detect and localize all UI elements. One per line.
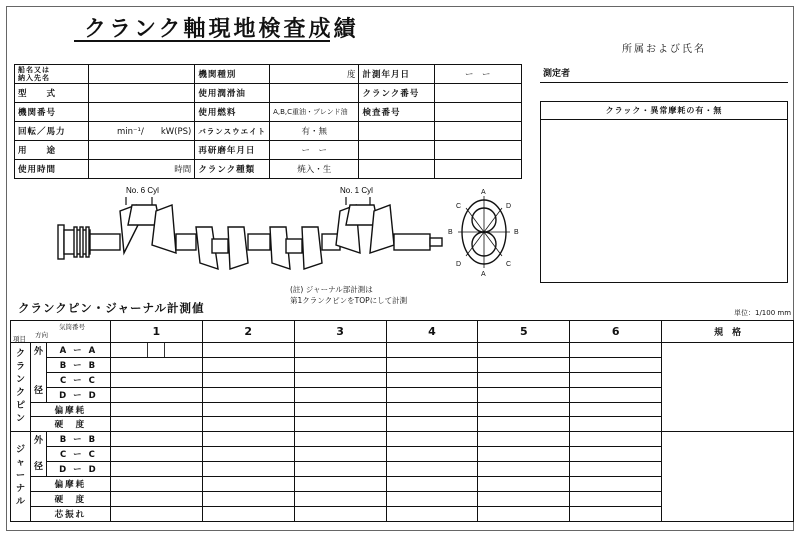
journal-row-d: D ー D — [46, 462, 110, 477]
circle-label-c-top: C — [456, 203, 462, 210]
circle-label-b-left: B — [448, 229, 453, 236]
field-crank-kind[interactable]: 焼入・生 — [270, 160, 359, 179]
value-cell[interactable] — [478, 343, 570, 358]
blank-label-cell — [359, 122, 434, 141]
label-model: 型 式 — [15, 84, 89, 103]
value-cell[interactable] — [202, 506, 294, 521]
cyl-label-right: No. 1 Cyl — [340, 186, 373, 195]
value-cell[interactable] — [570, 402, 662, 417]
journal-row-hardness: 硬 度 — [30, 491, 110, 506]
journal-diam-label: 径 — [33, 461, 43, 472]
value-cell[interactable] — [478, 491, 570, 506]
journal-diameter-cell — [30, 432, 46, 477]
value-cell[interactable] — [570, 477, 662, 492]
field-model[interactable] — [89, 84, 195, 103]
value-cell[interactable] — [202, 447, 294, 462]
value-cell[interactable] — [478, 506, 570, 521]
value-cell[interactable] — [570, 372, 662, 387]
info-table — [14, 64, 522, 179]
value-cell[interactable] — [386, 432, 478, 447]
blank-field-cell[interactable] — [434, 141, 522, 160]
field-engine-type[interactable]: 度 — [270, 65, 359, 84]
value-cell[interactable] — [294, 343, 386, 358]
inspector-signature-line[interactable] — [540, 82, 788, 83]
value-cell[interactable] — [386, 447, 478, 462]
unit-label: 単位：1/100 mm — [734, 309, 792, 317]
value-cell[interactable] — [294, 387, 386, 402]
value-cell[interactable] — [478, 477, 570, 492]
field-inspection-number[interactable] — [434, 103, 522, 122]
field-hours[interactable]: 時間 — [89, 160, 195, 179]
info-row — [15, 160, 522, 179]
value-cell[interactable] — [570, 387, 662, 402]
note-line-2: 第1クランクピンをTOPにして計測 — [290, 296, 408, 305]
blank-field-cell[interactable] — [434, 160, 522, 179]
title-underline — [74, 40, 330, 42]
value-cell[interactable] — [202, 477, 294, 492]
value-cell[interactable] — [478, 447, 570, 462]
value-cell[interactable] — [294, 372, 386, 387]
value-cell[interactable] — [202, 357, 294, 372]
value-cell[interactable] — [110, 462, 202, 477]
group-journal — [11, 432, 31, 521]
value-cell[interactable] — [110, 402, 202, 417]
pin-row-wear: 偏摩耗 — [30, 402, 110, 417]
field-engine-number[interactable] — [89, 103, 195, 122]
value-cell[interactable] — [110, 447, 202, 462]
value-cell[interactable] — [110, 387, 202, 402]
journal-spec-cell[interactable] — [662, 432, 794, 521]
info-row — [15, 141, 522, 160]
journal-section-diagram — [444, 186, 524, 278]
pin-row-hardness: 硬 度 — [30, 417, 110, 432]
value-cell[interactable] — [294, 447, 386, 462]
value-cell[interactable] — [570, 357, 662, 372]
header-cyl-4: 4 — [386, 321, 478, 343]
field-ship-name[interactable] — [89, 65, 195, 84]
journal-row-runout: 芯振れ — [30, 506, 110, 521]
value-cell[interactable] — [294, 357, 386, 372]
value-cell[interactable] — [110, 477, 202, 492]
label-hours: 使用時間 — [15, 160, 89, 179]
label-fuel: 使用燃料 — [195, 103, 270, 122]
value-cell[interactable] — [570, 417, 662, 432]
field-crank-number[interactable] — [434, 84, 522, 103]
journal-row-c: C ー C — [46, 447, 110, 462]
blank-label-cell — [359, 160, 434, 179]
label-lube-oil: 使用潤滑油 — [195, 84, 270, 103]
value-cell[interactable] — [202, 343, 294, 358]
header-cyl-1: 1 — [110, 321, 202, 343]
value-cell[interactable] — [110, 432, 202, 447]
value-cell[interactable] — [110, 417, 202, 432]
value-cell[interactable] — [294, 402, 386, 417]
label-regrind-date: 再研磨年月日 — [195, 141, 270, 160]
label-engine-number: 機関番号 — [15, 103, 89, 122]
measurement-note — [290, 284, 407, 306]
field-regrind-date[interactable]: ー ー — [270, 141, 359, 160]
label-crank-kind: クランク種類 — [195, 160, 270, 179]
circle-label-a-bottom: A — [481, 271, 486, 278]
group-crank-pin-label: ク ラ ン ク ピ ン — [15, 349, 25, 425]
circle-label-d-bottom: D — [456, 261, 462, 268]
value-cell[interactable] — [110, 491, 202, 506]
cyl-label-left: No. 6 Cyl — [126, 186, 159, 195]
pin-row-b: B ー B — [46, 357, 110, 372]
pin-row-c: C ー C — [46, 372, 110, 387]
value-cell[interactable] — [294, 417, 386, 432]
value-cell[interactable] — [570, 343, 662, 358]
journal-row-wear: 偏摩耗 — [30, 477, 110, 492]
pin-row-a: A ー A — [46, 343, 110, 358]
inspector-label: 測定者 — [543, 69, 571, 79]
pin-outer-label: 外 — [33, 347, 43, 358]
crack-box[interactable] — [540, 101, 788, 283]
value-cell[interactable] — [202, 402, 294, 417]
value-cell[interactable] — [110, 357, 202, 372]
pin-diameter-cell — [30, 343, 46, 403]
value-cell[interactable] — [386, 402, 478, 417]
label-crank-number: クランク番号 — [359, 84, 434, 103]
value-cell[interactable] — [386, 491, 478, 506]
value-cell[interactable] — [202, 417, 294, 432]
value-cell[interactable] — [386, 417, 478, 432]
info-row — [15, 122, 522, 141]
header-cyl-5: 5 — [478, 321, 570, 343]
value-cell[interactable] — [386, 477, 478, 492]
pin-spec-cell[interactable] — [662, 343, 794, 432]
header-cyl-6: 6 — [570, 321, 662, 343]
value-cell[interactable] — [570, 447, 662, 462]
field-fuel[interactable]: A,B,C重油・ブレンド油 — [270, 103, 359, 122]
value-cell[interactable] — [570, 462, 662, 477]
value-cell[interactable] — [386, 343, 478, 358]
value-cell[interactable] — [386, 462, 478, 477]
value-cell[interactable] — [294, 491, 386, 506]
header-corner — [11, 321, 111, 343]
value-cell[interactable] — [478, 372, 570, 387]
section-title: クランクピン・ジャーナル計測値 — [18, 301, 205, 315]
value-cell[interactable] — [294, 506, 386, 521]
value-cell[interactable] — [294, 462, 386, 477]
field-usage[interactable] — [89, 141, 195, 160]
blank-field-cell[interactable] — [434, 122, 522, 141]
label-rpm-power: 回転／馬力 — [15, 122, 89, 141]
value-cell[interactable] — [202, 372, 294, 387]
crack-box-title: クラック・異常摩耗の有・無 — [541, 102, 787, 120]
blank-label-cell — [359, 141, 434, 160]
value-cell[interactable] — [386, 387, 478, 402]
value-cell[interactable] — [294, 477, 386, 492]
journal-row-b: B ー B — [46, 432, 110, 447]
info-row — [15, 84, 522, 103]
header-spec: 規 格 — [662, 321, 794, 343]
value-cell[interactable] — [110, 343, 202, 358]
header-cyl-2: 2 — [202, 321, 294, 343]
label-ship-name: 船名又は 納入先名 — [15, 65, 89, 84]
group-crank-pin — [11, 343, 31, 432]
value-cell[interactable] — [570, 506, 662, 521]
table-header-row — [11, 321, 794, 343]
field-measure-date[interactable]: ー ー — [434, 65, 522, 84]
field-lube-oil[interactable] — [270, 84, 359, 103]
table-row — [11, 343, 794, 358]
value-cell[interactable] — [386, 506, 478, 521]
label-usage: 用 途 — [15, 141, 89, 160]
value-cell[interactable] — [202, 462, 294, 477]
page-title: クランク軸現地検査成績 — [84, 17, 359, 42]
value-cell[interactable] — [386, 372, 478, 387]
header-direction: 方向 — [35, 331, 48, 339]
field-rpm-power[interactable]: min⁻¹/ kW(PS) — [89, 122, 195, 141]
value-cell[interactable] — [478, 387, 570, 402]
value-cell[interactable] — [202, 387, 294, 402]
value-cell[interactable] — [478, 432, 570, 447]
value-cell[interactable] — [478, 417, 570, 432]
label-measure-date: 計測年月日 — [359, 65, 434, 84]
label-balance-weight: バランスウエイト — [195, 122, 270, 141]
value-cell[interactable] — [110, 506, 202, 521]
value-cell[interactable] — [110, 372, 202, 387]
info-row — [15, 103, 522, 122]
header-cyl-3: 3 — [294, 321, 386, 343]
table-row — [11, 432, 794, 447]
measurement-table — [10, 320, 794, 522]
affiliation-label: 所属および氏名 — [622, 44, 706, 55]
group-journal-label: ジ ャ ー ナ ル — [15, 445, 25, 508]
value-cell[interactable] — [478, 402, 570, 417]
circle-label-c-bottom: C — [506, 261, 512, 268]
field-balance-weight[interactable]: 有・無 — [270, 122, 359, 141]
info-row — [15, 65, 522, 84]
value-cell[interactable] — [386, 357, 478, 372]
circle-label-b-right: B — [514, 229, 519, 236]
value-cell[interactable] — [202, 432, 294, 447]
value-cell[interactable] — [202, 491, 294, 506]
header-cyl-no: 気筒番号 — [59, 323, 85, 331]
value-cell[interactable] — [570, 432, 662, 447]
journal-outer-label: 外 — [33, 435, 43, 446]
value-cell[interactable] — [478, 357, 570, 372]
header-item: 項目 — [13, 335, 26, 343]
circle-label-d-top: D — [506, 203, 512, 210]
value-cell[interactable] — [294, 432, 386, 447]
value-cell[interactable] — [570, 491, 662, 506]
note-line-1: (註) ジャーナル部計測は — [290, 285, 373, 294]
label-inspection-number: 検査番号 — [359, 103, 434, 122]
label-engine-type: 機関種別 — [195, 65, 270, 84]
pin-diam-label: 径 — [33, 386, 43, 397]
circle-label-a-top: A — [481, 189, 486, 196]
pin-row-d: D ー D — [46, 387, 110, 402]
value-cell[interactable] — [478, 462, 570, 477]
